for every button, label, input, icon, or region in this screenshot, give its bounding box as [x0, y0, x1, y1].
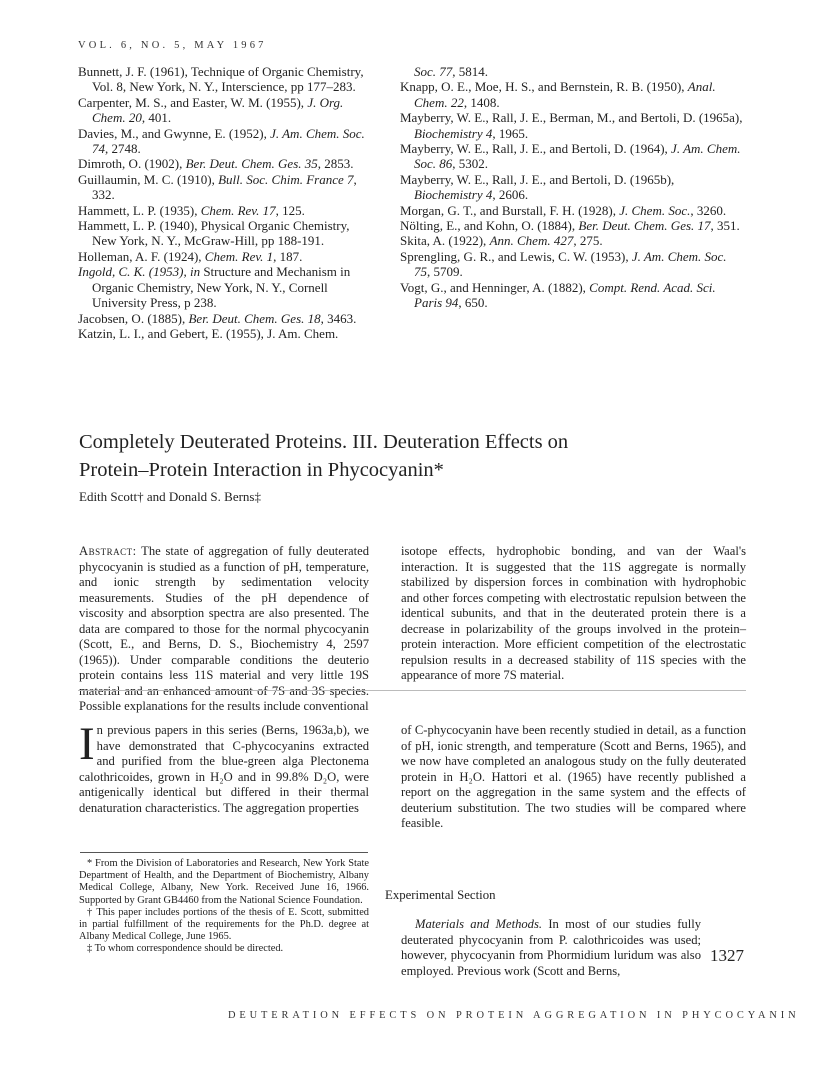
footnote-rule — [80, 852, 368, 853]
reference-entry: Nölting, E., and Kohn, O. (1884), Ber. Deut. Chem. Ges. 17, 351. — [400, 218, 740, 234]
reference-entry: Knapp, O. E., Moe, H. S., and Bernstein, R. B. (1950), Anal. Chem. 22, 1408. — [400, 79, 716, 110]
reference-entry: Mayberry, W. E., Rall, J. E., Berman, M., and Bertoli, D. (1965a), Biochemistry 4, 1965. — [400, 110, 743, 141]
reference-entry: Hammett, L. P. (1935), Chem. Rev. 17, 125. — [78, 202, 305, 218]
reference-entry: Mayberry, W. E., Rall, J. E., and Bertoli, D. (1965b), Biochemistry 4, 2606. — [400, 171, 675, 203]
references-left-column — [78, 64, 370, 341]
reference-entry: Morgan, G. T., and Burstall, F. H. (1928), J. Chem. Soc., 3260. — [400, 202, 727, 218]
abstract-label: Abstract: — [79, 544, 137, 558]
drop-cap: I — [79, 718, 95, 770]
article-authors: Edith Scott† and Donald S. Berns‡ — [79, 489, 261, 504]
abstract-right: isotope effects, hydrophobic bonding, and van der Waal's interaction. It is suggested that the 11S aggregate is normally stabilized by dispersion forces in combination with hydrophobic and other forces competing with electrostatic repulsion between the identical subunits, and that in the deuterated protein there is a decrease in polarizability of the groups involved in the protein–protein interaction. More efficient competition of the electrostatic repulsion results in a decreased stability of 11S species with the appearance of more 7S material. — [401, 544, 746, 682]
body-right: of C-phycocyanin have been recently studied in detail, as a function of pH, ionic strength, and temperature (Scott and Berns, 1965), and we now have completed an analogous study on the fully deuterated protein in H₂O. Hattori et al. (1965) have recently published a report on the aggregation in the same system and the effects of deuterium substitution. The two studies will be compared where feasible. — [401, 723, 746, 830]
page-number: 1327 — [710, 946, 744, 965]
reference-entry: Guillaumin, M. C. (1910), Bull. Soc. Chim. France 7, 332. — [78, 171, 357, 203]
reference-entry: Skita, A. (1922), Ann. Chem. 427, 275. — [400, 233, 603, 249]
reference-entry: Vogt, G., and Henninger, A. (1882), Compt. Rend. Acad. Sci. Paris 94, 650. — [400, 279, 716, 311]
methods-paragraph — [401, 917, 701, 979]
footnote: † This paper includes portions of the thesis of E. Scott, submitted in partial fulfillment of the requirements for the Ph.D. degree at Albany Medical College, June 1965. — [79, 906, 369, 943]
reference-entry: Katzin, L. I., and Gebert, E. (1955), J. Am. Chem. — [78, 325, 339, 341]
reference-entry: Hammett, L. P. (1940), Physical Organic Chemistry, New York, N. Y., McGraw-Hill, pp 188-191. — [78, 218, 350, 249]
footnote: ‡ To whom correspondence should be directed. — [87, 943, 284, 955]
reference-entry: Sprengling, G. R., and Lewis, C. W. (1953), J. Am. Chem. Soc. 75, 5709. — [400, 248, 727, 280]
article-title: Completely Deuterated Proteins. III. Deuteration Effects on Protein–Protein Interaction in Phycocyanin* — [79, 431, 569, 481]
reference-entry: Davies, M., and Gwynne, E. (1952), J. Am. Chem. Soc. 74, 2748. — [78, 125, 365, 157]
reference-entry: Dimroth, O. (1902), Ber. Deut. Chem. Ges. 35, 2853. — [78, 156, 354, 172]
intro-text: n previous papers in this series (Berns, 1963a,b), we have demonstrated that C-phycocyanins extracted and purified from the blue-green alga Plectonema calothricoides, grown in H₂O and in 99.8% D₂O, were antigenically identical but differed in their thermal denaturation characteristics. The aggregation properties — [79, 723, 369, 815]
running-header: VOL. 6, NO. 5, MAY 1967 — [78, 40, 267, 51]
reference-entry: Holleman, A. F. (1924), Chem. Rev. 1, 187. — [78, 248, 303, 264]
abstract-left — [79, 544, 369, 715]
reference-entry: Soc. 77, 5814. — [414, 64, 489, 79]
reference-entry: Carpenter, M. S., and Easter, W. M. (1955), J. Org. Chem. 20, 401. — [78, 94, 344, 126]
footnote: * From the Division of Laboratories and Research, New York State Department of Health, and the Department of Biochemistry, Albany Medical College, Albany, New York. Received June 16, 1966. Supported by Grant GB4460 from the National Science Foundation. — [79, 858, 369, 906]
reference-entry: Jacobsen, O. (1885), Ber. Deut. Chem. Ges. 18, 3463. — [78, 310, 357, 326]
methods-lead: Materials and Methods. — [415, 917, 543, 931]
reference-entry: Ingold, C. K. (1953), in Structure and Mechanism in Organic Chemistry, New York, N. Y., Cornell University Press, p 238. — [78, 264, 351, 311]
body-left — [79, 718, 369, 816]
footnotes — [79, 858, 369, 956]
reference-entry: Bunnett, J. F. (1961), Technique of Organic Chemistry, Vol. 8, New York, N. Y., Interscience, pp 177–283. — [78, 64, 364, 95]
references-right-column — [400, 64, 746, 311]
abstract-text-left: The state of aggregation of fully deuterated phycocyanin is studied as a function of pH, temperature, and ionic strength by sedimentation velocity measurements. Studies of the pH dependence of viscosity and absorption spectra are also presented. The data are compared to those for the normal phycocyanin (Scott, E., and Berns, D. S., Biochemistry 4, 2597 (1965)). Under comparable conditions the deuterio protein contains less 11S material and very little 19S material and an enhanced amount of 7S and 3S species. Possible explanations for the results include conventional — [79, 544, 369, 713]
abstract-divider — [78, 690, 746, 691]
section-heading: Experimental Section — [385, 888, 496, 902]
methods-text: In most of our studies fully deuterated phycocyanin from P. calothricoides was used; however, phycocyanin from Phormidium luridum was also employed. Previous work (Scott and Berns, — [401, 917, 701, 978]
running-footer: DEUTERATION EFFECTS ON PROTEIN AGGREGATION IN PHYCOCYANIN — [228, 1010, 800, 1021]
reference-entry: Mayberry, W. E., Rall, J. E., and Bertoli, D. (1964), J. Am. Chem. Soc. 86, 5302. — [400, 141, 741, 172]
